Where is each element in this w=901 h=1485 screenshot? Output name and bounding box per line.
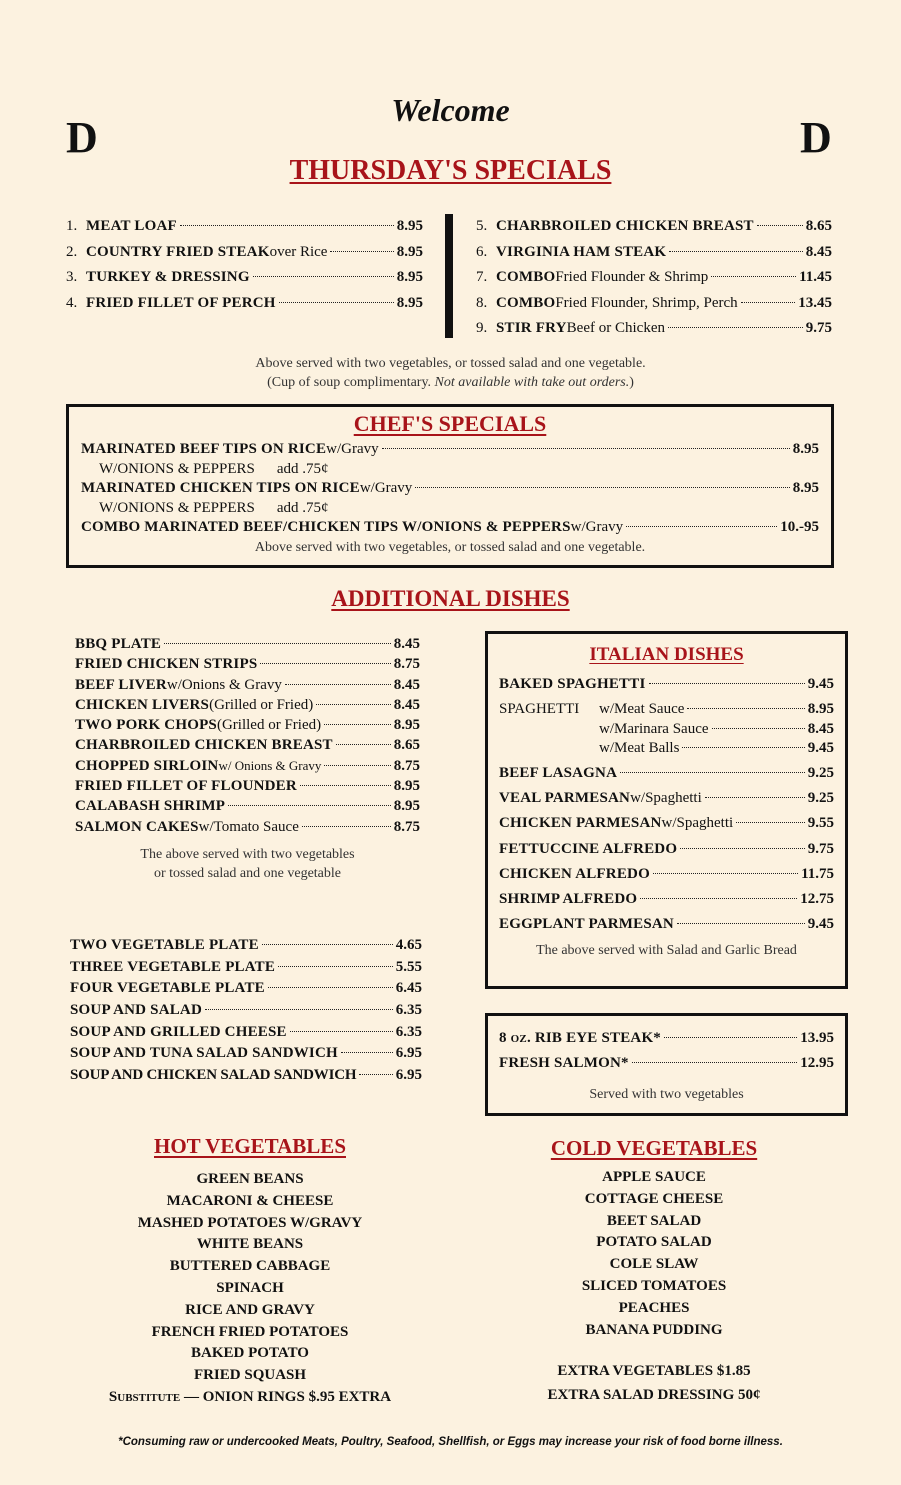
list-item: 5. CHARBROILED CHICKEN BREAST 8.65 xyxy=(476,218,832,234)
list-item: 4. FRIED FILLET OF PERCH 8.95 xyxy=(66,294,423,311)
list-item: THREE VEGETABLE PLATE 5.55 xyxy=(70,958,422,975)
specials-right-list xyxy=(476,218,832,346)
list-item: 3. TURKEY & DRESSING 8.95 xyxy=(66,269,423,285)
list-item: CALABASH SHRIMP 8.95 xyxy=(75,798,420,815)
list-item: COMBO MARINATED BEEF/CHICKEN TIPS W/ONIONS & PEPPERS w/Gravy 10.-95 xyxy=(81,519,819,535)
list-item: PEACHES xyxy=(618,1299,690,1316)
specials-left-list xyxy=(66,218,423,320)
hot-vegetables-title: HOT VEGETABLES xyxy=(154,1134,346,1158)
list-item: FRIED FILLET OF FLOUNDER 8.95 xyxy=(75,778,420,795)
vegetable-plates-list xyxy=(70,937,422,1089)
list-item: TWO PORK CHOPS (Grilled or Fried) 8.95 xyxy=(75,717,420,734)
steak-note: Served with two vegetables xyxy=(589,1087,744,1102)
steak-box xyxy=(485,1013,848,1116)
list-item: 8 oz. RIB EYE STEAK* 13.95 xyxy=(499,1030,834,1046)
welcome-heading: Welcome xyxy=(391,92,510,128)
substitute-note: Substitute — ONION RINGS $.95 EXTRA xyxy=(108,1388,392,1405)
list-item: CHARBROILED CHICKEN BREAST 8.65 xyxy=(75,737,420,754)
column-divider xyxy=(445,214,453,338)
list-item: COLE SLAW xyxy=(609,1256,699,1273)
list-item: 9. STIR FRY Beef or Chicken 9.75 xyxy=(476,320,832,336)
italian-dishes-title: ITALIAN DISHES xyxy=(589,644,744,665)
list-item: SHRIMP ALFREDO 12.75 xyxy=(499,890,834,907)
list-item: CHICKEN PARMESAN w/Spaghetti 9.55 xyxy=(499,815,834,832)
list-item: APPLE SAUCE xyxy=(602,1169,706,1185)
list-item: FOUR VEGETABLE PLATE 6.45 xyxy=(70,980,422,997)
list-item: SOUP AND CHICKEN SALAD SANDWICH 6.95 xyxy=(70,1067,422,1084)
list-item: SLICED TOMATOES xyxy=(581,1277,727,1294)
list-item: CHICKEN LIVERS (Grilled or Fried) 8.45 xyxy=(75,696,420,713)
hot-vegetables-section xyxy=(60,1134,440,1409)
list-item: MARINATED BEEF TIPS ON RICE w/Gravy 8.95 xyxy=(81,441,819,457)
logo-letter-right: D xyxy=(800,113,832,162)
list-item: w/Meat Sauce 8.95 xyxy=(599,701,834,717)
list-item: TWO VEGETABLE PLATE 4.65 xyxy=(70,937,422,953)
list-item: BBQ PLATE 8.45 xyxy=(75,636,420,652)
list-item: 8. COMBO Fried Flounder, Shrimp, Perch 13.45 xyxy=(476,294,832,311)
page-title: THURSDAY'S SPECIALS xyxy=(289,155,612,186)
additional-note: The above served with two vegetables or tossed salad and one vegetable xyxy=(140,846,355,881)
list-item: FETTUCCINE ALFREDO 9.75 xyxy=(499,840,834,857)
list-item: w/Marinara Sauce 8.45 xyxy=(599,720,834,737)
list-item: MARINATED CHICKEN TIPS ON RICE w/Gravy 8.95 xyxy=(81,480,819,496)
list-item: BUTTERED CABBAGE xyxy=(169,1258,331,1275)
list-item: FRESH SALMON* 12.95 xyxy=(499,1055,834,1071)
chefs-note: Above served with two vegetables, or tossed salad and one vegetable. xyxy=(254,539,646,555)
list-item: 6. VIRGINIA HAM STEAK 8.45 xyxy=(476,243,832,260)
list-item: FRENCH FRIED POTATOES xyxy=(151,1323,349,1340)
list-item: CHOPPED SIRLOIN w/ Onions & Gravy 8.75 xyxy=(75,757,420,774)
list-item: FRIED CHICKEN STRIPS 8.75 xyxy=(75,656,420,673)
list-item: EGGPLANT PARMESAN 9.45 xyxy=(499,916,834,933)
extra-dressing-price: EXTRA SALAD DRESSING 50¢ xyxy=(547,1387,761,1404)
additional-dishes-list xyxy=(75,636,420,883)
spaghetti-group xyxy=(499,701,834,765)
list-item: SOUP AND GRILLED CHEESE 6.35 xyxy=(70,1023,422,1040)
addon-line: W/ONIONS & PEPPERS add .75¢ xyxy=(99,499,329,516)
list-item: SOUP AND TUNA SALAD SANDWICH 6.95 xyxy=(70,1045,422,1062)
list-item: 7. COMBO Fried Flounder & Shrimp 11.45 xyxy=(476,269,832,285)
list-item: VEAL PARMESAN w/Spaghetti 9.25 xyxy=(499,790,834,807)
list-item: BEET SALAD xyxy=(606,1212,702,1229)
italian-note: The above served with Salad and Garlic Bread xyxy=(536,943,797,959)
list-item: SOUP AND SALAD 6.35 xyxy=(70,1002,422,1019)
list-item: SALMON CAKES w/Tomato Sauce 8.75 xyxy=(75,818,420,835)
list-item: w/Meat Balls 9.45 xyxy=(599,740,834,756)
logo-letter-left: D xyxy=(66,113,98,162)
list-item: RICE AND GRAVY xyxy=(185,1301,315,1318)
list-item: CHICKEN ALFREDO 11.75 xyxy=(499,865,834,882)
specials-note: Above served with two vegetables, or tossed salad and one vegetable. (Cup of soup complimentary. Not available with take out orders.) xyxy=(255,356,646,390)
list-item: BAKED SPAGHETTI 9.45 xyxy=(499,676,834,692)
chefs-specials-box xyxy=(66,404,834,568)
list-item: BAKED POTATO xyxy=(191,1345,309,1362)
list-item: 2. COUNTRY FRIED STEAK over Rice 8.95 xyxy=(66,243,423,260)
extra-vegetables-price: EXTRA VEGETABLES $1.85 xyxy=(557,1363,751,1380)
additional-dishes-title: ADDITIONAL DISHES xyxy=(331,586,570,611)
italian-dishes-box xyxy=(485,631,848,989)
cold-vegetables-title: COLD VEGETABLES xyxy=(550,1136,758,1160)
list-item: GREEN BEANS xyxy=(196,1171,304,1187)
list-item: SPINACH xyxy=(216,1279,284,1296)
list-item: BANANA PUDDING xyxy=(585,1321,723,1338)
addon-line: W/ONIONS & PEPPERS add .75¢ xyxy=(99,460,329,477)
list-item: BEEF LIVER w/Onions & Gravy 8.45 xyxy=(75,676,420,693)
list-item: MACARONI & CHEESE xyxy=(166,1192,334,1209)
cold-vegetables-section xyxy=(474,1136,834,1407)
spaghetti-label: SPAGHETTI xyxy=(499,701,580,717)
list-item: POTATO SALAD xyxy=(596,1234,712,1251)
chefs-specials-title: CHEF'S SPECIALS xyxy=(353,411,547,436)
food-safety-disclaimer: *Consuming raw or undercooked Meats, Poultry, Seafood, Shellfish, or Eggs may increase your risk of food borne illness. xyxy=(118,1436,783,1448)
list-item: WHITE BEANS xyxy=(196,1236,304,1253)
list-item: FRIED SQUASH xyxy=(193,1367,307,1384)
list-item: COTTAGE CHEESE xyxy=(584,1190,724,1207)
list-item: MASHED POTATOES W/GRAVY xyxy=(137,1214,363,1231)
list-item: BEEF LASAGNA 9.25 xyxy=(499,765,834,781)
list-item: 1. MEAT LOAF 8.95 xyxy=(66,218,423,234)
